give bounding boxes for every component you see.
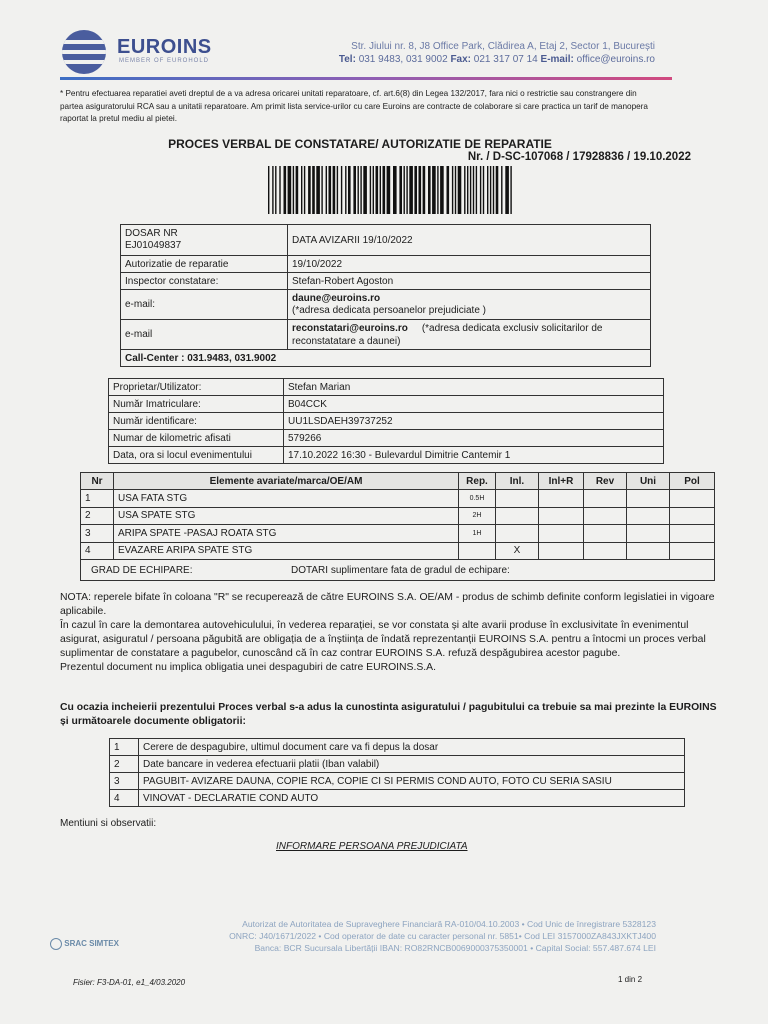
vehicle-value: 17.10.2022 16:30 - Bulevardul Dimitrie Cantemir 1 bbox=[284, 447, 664, 464]
damages-header-cell: Uni bbox=[627, 473, 670, 490]
barcode-bar bbox=[337, 166, 338, 214]
document-text: Cerere de despagubire, ultimul document care va fi depus la dosar bbox=[139, 739, 685, 756]
damage-row bbox=[81, 507, 715, 525]
barcode-bar bbox=[480, 166, 481, 214]
damages-header-cell: Rev bbox=[584, 473, 627, 490]
barcode-bar bbox=[360, 166, 361, 214]
call-center: Call-Center : 031.9483, 031.9002 bbox=[121, 350, 651, 367]
document-text: PAGUBIT- AVIZARE DAUNA, COPIE RCA, COPIE CI SI PERMIS COND AUTO, FOTO CU SERIA SASIU bbox=[139, 773, 685, 790]
barcode-bar bbox=[353, 166, 356, 214]
page-number: 1 din 2 bbox=[618, 975, 643, 984]
barcode-bar bbox=[483, 166, 484, 214]
footer-line2: ONRC: J40/1671/2022 • Cod operator de date cu caracter personal nr. 5851• Cod LEI 3157000ZA843JXKTJ400 bbox=[229, 931, 656, 941]
barcode-bar bbox=[272, 166, 273, 214]
dosar-table bbox=[120, 224, 651, 367]
email2-note: (*adresa dedicata exclusiv solicitarilor de reconstatatare a daunei) bbox=[292, 322, 603, 347]
footer-line3: Banca: BCR Sucursala Libertății IBAN: RO82RNCB0069000375350001 • Capital Social: 557.487.674 LEI bbox=[254, 943, 656, 953]
email2-label: e-mail bbox=[121, 320, 288, 350]
damage-row bbox=[81, 490, 715, 508]
damage-empty-cell bbox=[584, 525, 627, 543]
data-avizarii: DATA AVIZARII 19/10/2022 bbox=[288, 225, 651, 256]
mentiuni-label: Mentiuni si observatii: bbox=[60, 818, 157, 829]
vehicle-row bbox=[109, 396, 664, 413]
barcode-bar bbox=[406, 166, 407, 214]
damage-empty-cell bbox=[584, 542, 627, 560]
damages-header-cell: Inl+R bbox=[539, 473, 584, 490]
damage-nr: 2 bbox=[81, 507, 114, 525]
fax-value: 021 317 07 14 bbox=[473, 54, 538, 65]
autorizatie-label: Autorizatie de reparatie bbox=[121, 256, 288, 273]
damage-empty-cell bbox=[539, 542, 584, 560]
barcode-bar bbox=[348, 166, 351, 214]
barcode-bar bbox=[341, 166, 342, 214]
barcode-bar bbox=[432, 166, 436, 214]
damage-empty-cell bbox=[584, 507, 627, 525]
barcode-bar bbox=[393, 166, 397, 214]
vehicle-label: Numar de kilometric afisati bbox=[109, 430, 284, 447]
email2-cell bbox=[288, 320, 651, 350]
footer-legal bbox=[146, 918, 656, 954]
email-label: E-mail: bbox=[540, 54, 574, 65]
damage-inl bbox=[496, 525, 539, 543]
damage-rep: 2H bbox=[459, 507, 496, 525]
email2-value: reconstatari@euroins.ro bbox=[292, 322, 408, 334]
vehicle-row bbox=[109, 379, 664, 396]
dotari-label: DOTARI suplimentare fata de gradul de echipare: bbox=[291, 564, 510, 576]
barcode-bar bbox=[326, 166, 327, 214]
vehicle-table bbox=[108, 378, 664, 464]
nota-p1: NOTA: reperele bifate în coloana "R" se recuperează de către EUROINS S.A. OE/AM - produs de schimb definite conform legislatiei in vigoare aplicabile. bbox=[60, 592, 715, 617]
document-text: VINOVAT - DECLARATIE COND AUTO bbox=[139, 790, 685, 807]
brand-subtitle: MEMBER OF EUROHOLD bbox=[119, 58, 210, 64]
nota-p3: Prezentul document nu implica obligatia unei despagubiri de catre EUROINS.S.A. bbox=[60, 662, 436, 673]
srac-logo-text: SRAC SIMTEX bbox=[64, 939, 119, 949]
nota-section bbox=[60, 591, 720, 675]
barcode-bar bbox=[308, 166, 311, 214]
barcode-bar bbox=[493, 166, 494, 214]
damages-header-row bbox=[81, 473, 715, 490]
document-text: Date bancare in vederea efectuarii platii (Iban valabil) bbox=[139, 756, 685, 773]
barcode-bar bbox=[510, 166, 511, 214]
damage-inl bbox=[496, 507, 539, 525]
damage-rep: 0.5H bbox=[459, 490, 496, 508]
damages-header-cell: Elemente avariate/marca/OE/AM bbox=[114, 473, 459, 490]
company-address: Str. Jiului nr. 8, J8 Office Park, Clădirea A, Etaj 2, Sector 1, București bbox=[351, 41, 655, 52]
damages-header-cell: Rep. bbox=[459, 473, 496, 490]
barcode-bar bbox=[470, 166, 471, 214]
barcode-bar bbox=[458, 166, 462, 214]
vehicle-value: 579266 bbox=[284, 430, 664, 447]
brand-name: EUROINS bbox=[117, 36, 212, 58]
barcode-bar bbox=[288, 166, 292, 214]
barcode-bar bbox=[370, 166, 371, 214]
vehicle-value: Stefan Marian bbox=[284, 379, 664, 396]
barcode-bar bbox=[404, 166, 405, 214]
barcode-bar bbox=[275, 166, 276, 214]
vehicle-label: Număr Imatriculare: bbox=[109, 396, 284, 413]
damage-row bbox=[81, 542, 715, 560]
damage-nr: 1 bbox=[81, 490, 114, 508]
vehicle-label: Număr identificare: bbox=[109, 413, 284, 430]
barcode-bar bbox=[414, 166, 417, 214]
damage-empty-cell bbox=[539, 507, 584, 525]
barcode-bar bbox=[437, 166, 438, 214]
barcode bbox=[268, 166, 514, 214]
damage-row bbox=[81, 525, 715, 543]
email1-value: daune@euroins.ro bbox=[292, 292, 381, 304]
company-contact bbox=[325, 54, 655, 65]
damages-header-cell: Pol bbox=[670, 473, 715, 490]
vehicle-label: Proprietar/Utilizator: bbox=[109, 379, 284, 396]
email1-note: (*adresa dedicata persoanelor prejudiciate ) bbox=[292, 304, 487, 316]
email1-label: e-mail: bbox=[121, 290, 288, 320]
fax-label: Fax: bbox=[450, 54, 472, 65]
barcode-bar bbox=[304, 166, 305, 214]
ocazia-text: Cu ocazia incheierii prezentului Proces verbal s-a adus la cunostinta asiguratului / pagubitului ca trebuie sa mai prezinte la EUROINS și următoarele documente obligatorii: bbox=[60, 702, 717, 727]
barcode-bar bbox=[428, 166, 431, 214]
damage-empty-cell bbox=[670, 507, 715, 525]
vehicle-value: B04CCK bbox=[284, 396, 664, 413]
damage-empty-cell bbox=[627, 525, 670, 543]
barcode-bar bbox=[284, 166, 287, 214]
damage-element: ARIPA SPATE -PASAJ ROATA STG bbox=[114, 525, 459, 543]
barcode-bar bbox=[496, 166, 499, 214]
document-row bbox=[110, 739, 685, 756]
barcode-bar bbox=[373, 166, 374, 214]
barcode-bar bbox=[321, 166, 322, 214]
damage-element: USA FATA STG bbox=[114, 490, 459, 508]
barcode-bar bbox=[440, 166, 444, 214]
damage-empty-cell bbox=[539, 525, 584, 543]
damage-empty-cell bbox=[670, 525, 715, 543]
damage-inl: X bbox=[496, 542, 539, 560]
damage-empty-cell bbox=[584, 490, 627, 508]
barcode-bar bbox=[409, 166, 413, 214]
documents-table bbox=[109, 738, 685, 807]
vehicle-value: UU1LSDAEH39737252 bbox=[284, 413, 664, 430]
grad-label: GRAD DE ECHIPARE: bbox=[91, 564, 193, 576]
damages-header-cell: Inl. bbox=[496, 473, 539, 490]
nota-p2: În cazul în care la demontarea autovehiculului, în vederea reparației, se vor constata și alte avarii produse în exclusivitate în evenimentul asigurat, asiguratul / persoana păgubită are obligația de a înștiința de îndată reprezentanții EUROINS S.A. pentru a întocmi un proces verbal suplimentar de constatare a pagubelor, cunoscând că în caz contrar EUROINS S.A. refuză despăgubirea acestor pagube. bbox=[60, 620, 706, 659]
inspector-value: Stefan-Robert Agoston bbox=[288, 273, 651, 290]
srac-circle-icon bbox=[50, 938, 62, 950]
barcode-bar bbox=[279, 166, 280, 214]
dosar-cell bbox=[121, 225, 288, 256]
barcode-bar bbox=[455, 166, 456, 214]
damages-table bbox=[80, 472, 715, 581]
damage-element: USA SPATE STG bbox=[114, 507, 459, 525]
damage-rep bbox=[459, 542, 496, 560]
header-divider bbox=[60, 77, 672, 80]
grad-row bbox=[81, 560, 715, 581]
vehicle-label: Data, ora si locul evenimentului bbox=[109, 447, 284, 464]
barcode-bar bbox=[476, 166, 477, 214]
barcode-bar bbox=[363, 166, 367, 214]
damage-empty-cell bbox=[627, 507, 670, 525]
document-row bbox=[110, 790, 685, 807]
document-row bbox=[110, 756, 685, 773]
damage-nr: 3 bbox=[81, 525, 114, 543]
barcode-bar bbox=[467, 166, 468, 214]
euroins-logo-icon bbox=[62, 30, 106, 74]
barcode-bar bbox=[505, 166, 509, 214]
damages-header-cell: Nr bbox=[81, 473, 114, 490]
barcode-bar bbox=[301, 166, 302, 214]
srac-logo bbox=[50, 938, 119, 950]
document-row bbox=[110, 773, 685, 790]
vehicle-row bbox=[109, 447, 664, 464]
file-code: Fisier: F3-DA-01, e1_4/03.2020 bbox=[73, 978, 186, 987]
vehicle-row bbox=[109, 430, 664, 447]
barcode-bar bbox=[312, 166, 315, 214]
document-nr: 1 bbox=[110, 739, 139, 756]
damage-empty-cell bbox=[627, 490, 670, 508]
barcode-bar bbox=[345, 166, 346, 214]
damage-empty-cell bbox=[539, 490, 584, 508]
barcode-bar bbox=[268, 166, 269, 214]
barcode-bar bbox=[296, 166, 299, 214]
document-number: Nr. / D-SC-107068 / 17928836 / 19.10.2022 bbox=[467, 151, 691, 163]
document-nr: 2 bbox=[110, 756, 139, 773]
inspector-label: Inspector constatare: bbox=[121, 273, 288, 290]
barcode-bar bbox=[333, 166, 336, 214]
barcode-bar bbox=[387, 166, 391, 214]
barcode-bar bbox=[293, 166, 294, 214]
document-nr: 4 bbox=[110, 790, 139, 807]
barcode-bar bbox=[464, 166, 465, 214]
barcode-bar bbox=[329, 166, 332, 214]
barcode-bar bbox=[380, 166, 381, 214]
footer-line1: Autorizat de Autoritatea de Supraveghere Financiară RA-010/04.10.2003 • Cod Unic de înregistrare 5328123 bbox=[242, 919, 656, 929]
barcode-bar bbox=[473, 166, 474, 214]
tel-value: 031 9483, 031 9002 bbox=[358, 54, 448, 65]
damage-rep: 1H bbox=[459, 525, 496, 543]
damage-empty-cell bbox=[670, 542, 715, 560]
informare-title: INFORMARE PERSOANA PREJUDICIATA bbox=[276, 841, 468, 852]
barcode-bar bbox=[376, 166, 379, 214]
damage-nr: 4 bbox=[81, 542, 114, 560]
barcode-bar bbox=[487, 166, 488, 214]
damage-inl bbox=[496, 490, 539, 508]
email1-cell bbox=[288, 290, 651, 320]
barcode-bar bbox=[452, 166, 453, 214]
email-value: office@euroins.ro bbox=[576, 54, 655, 65]
barcode-bar bbox=[423, 166, 426, 214]
dosar-value: EJ01049837 bbox=[125, 240, 182, 251]
barcode-bar bbox=[383, 166, 386, 214]
vehicle-row bbox=[109, 413, 664, 430]
damage-element: EVAZARE ARIPA SPATE STG bbox=[114, 542, 459, 560]
document-title: PROCES VERBAL DE CONSTATARE/ AUTORIZATIE DE REPARATIE bbox=[168, 137, 552, 151]
tel-label: Tel: bbox=[338, 54, 356, 65]
barcode-bar bbox=[419, 166, 422, 214]
autorizatie-value: 19/10/2022 bbox=[288, 256, 651, 273]
barcode-bar bbox=[447, 166, 450, 214]
document-nr: 3 bbox=[110, 773, 139, 790]
barcode-bar bbox=[501, 166, 502, 214]
damage-empty-cell bbox=[670, 490, 715, 508]
grad-cell bbox=[81, 560, 715, 581]
barcode-bar bbox=[358, 166, 359, 214]
damage-empty-cell bbox=[627, 542, 670, 560]
barcode-bar bbox=[490, 166, 491, 214]
barcode-bar bbox=[399, 166, 402, 214]
barcode-bar bbox=[316, 166, 320, 214]
dosar-label: DOSAR NR bbox=[125, 228, 178, 239]
repair-notice: * Pentru efectuarea reparatiei aveti dreptul de a va adresa oricarei unitati reparatoare, cf. art.6(8) din Legea 132/2017, fara nici o restrictie sau constrangere din partea asiguratorului RCA sau a unitatii reparatoare. Am primit lista service-urilor cu care Euroins are contracte de colaborare si care practica un tarif de manopera raportat la pretul mediu al pietei. bbox=[60, 89, 648, 123]
